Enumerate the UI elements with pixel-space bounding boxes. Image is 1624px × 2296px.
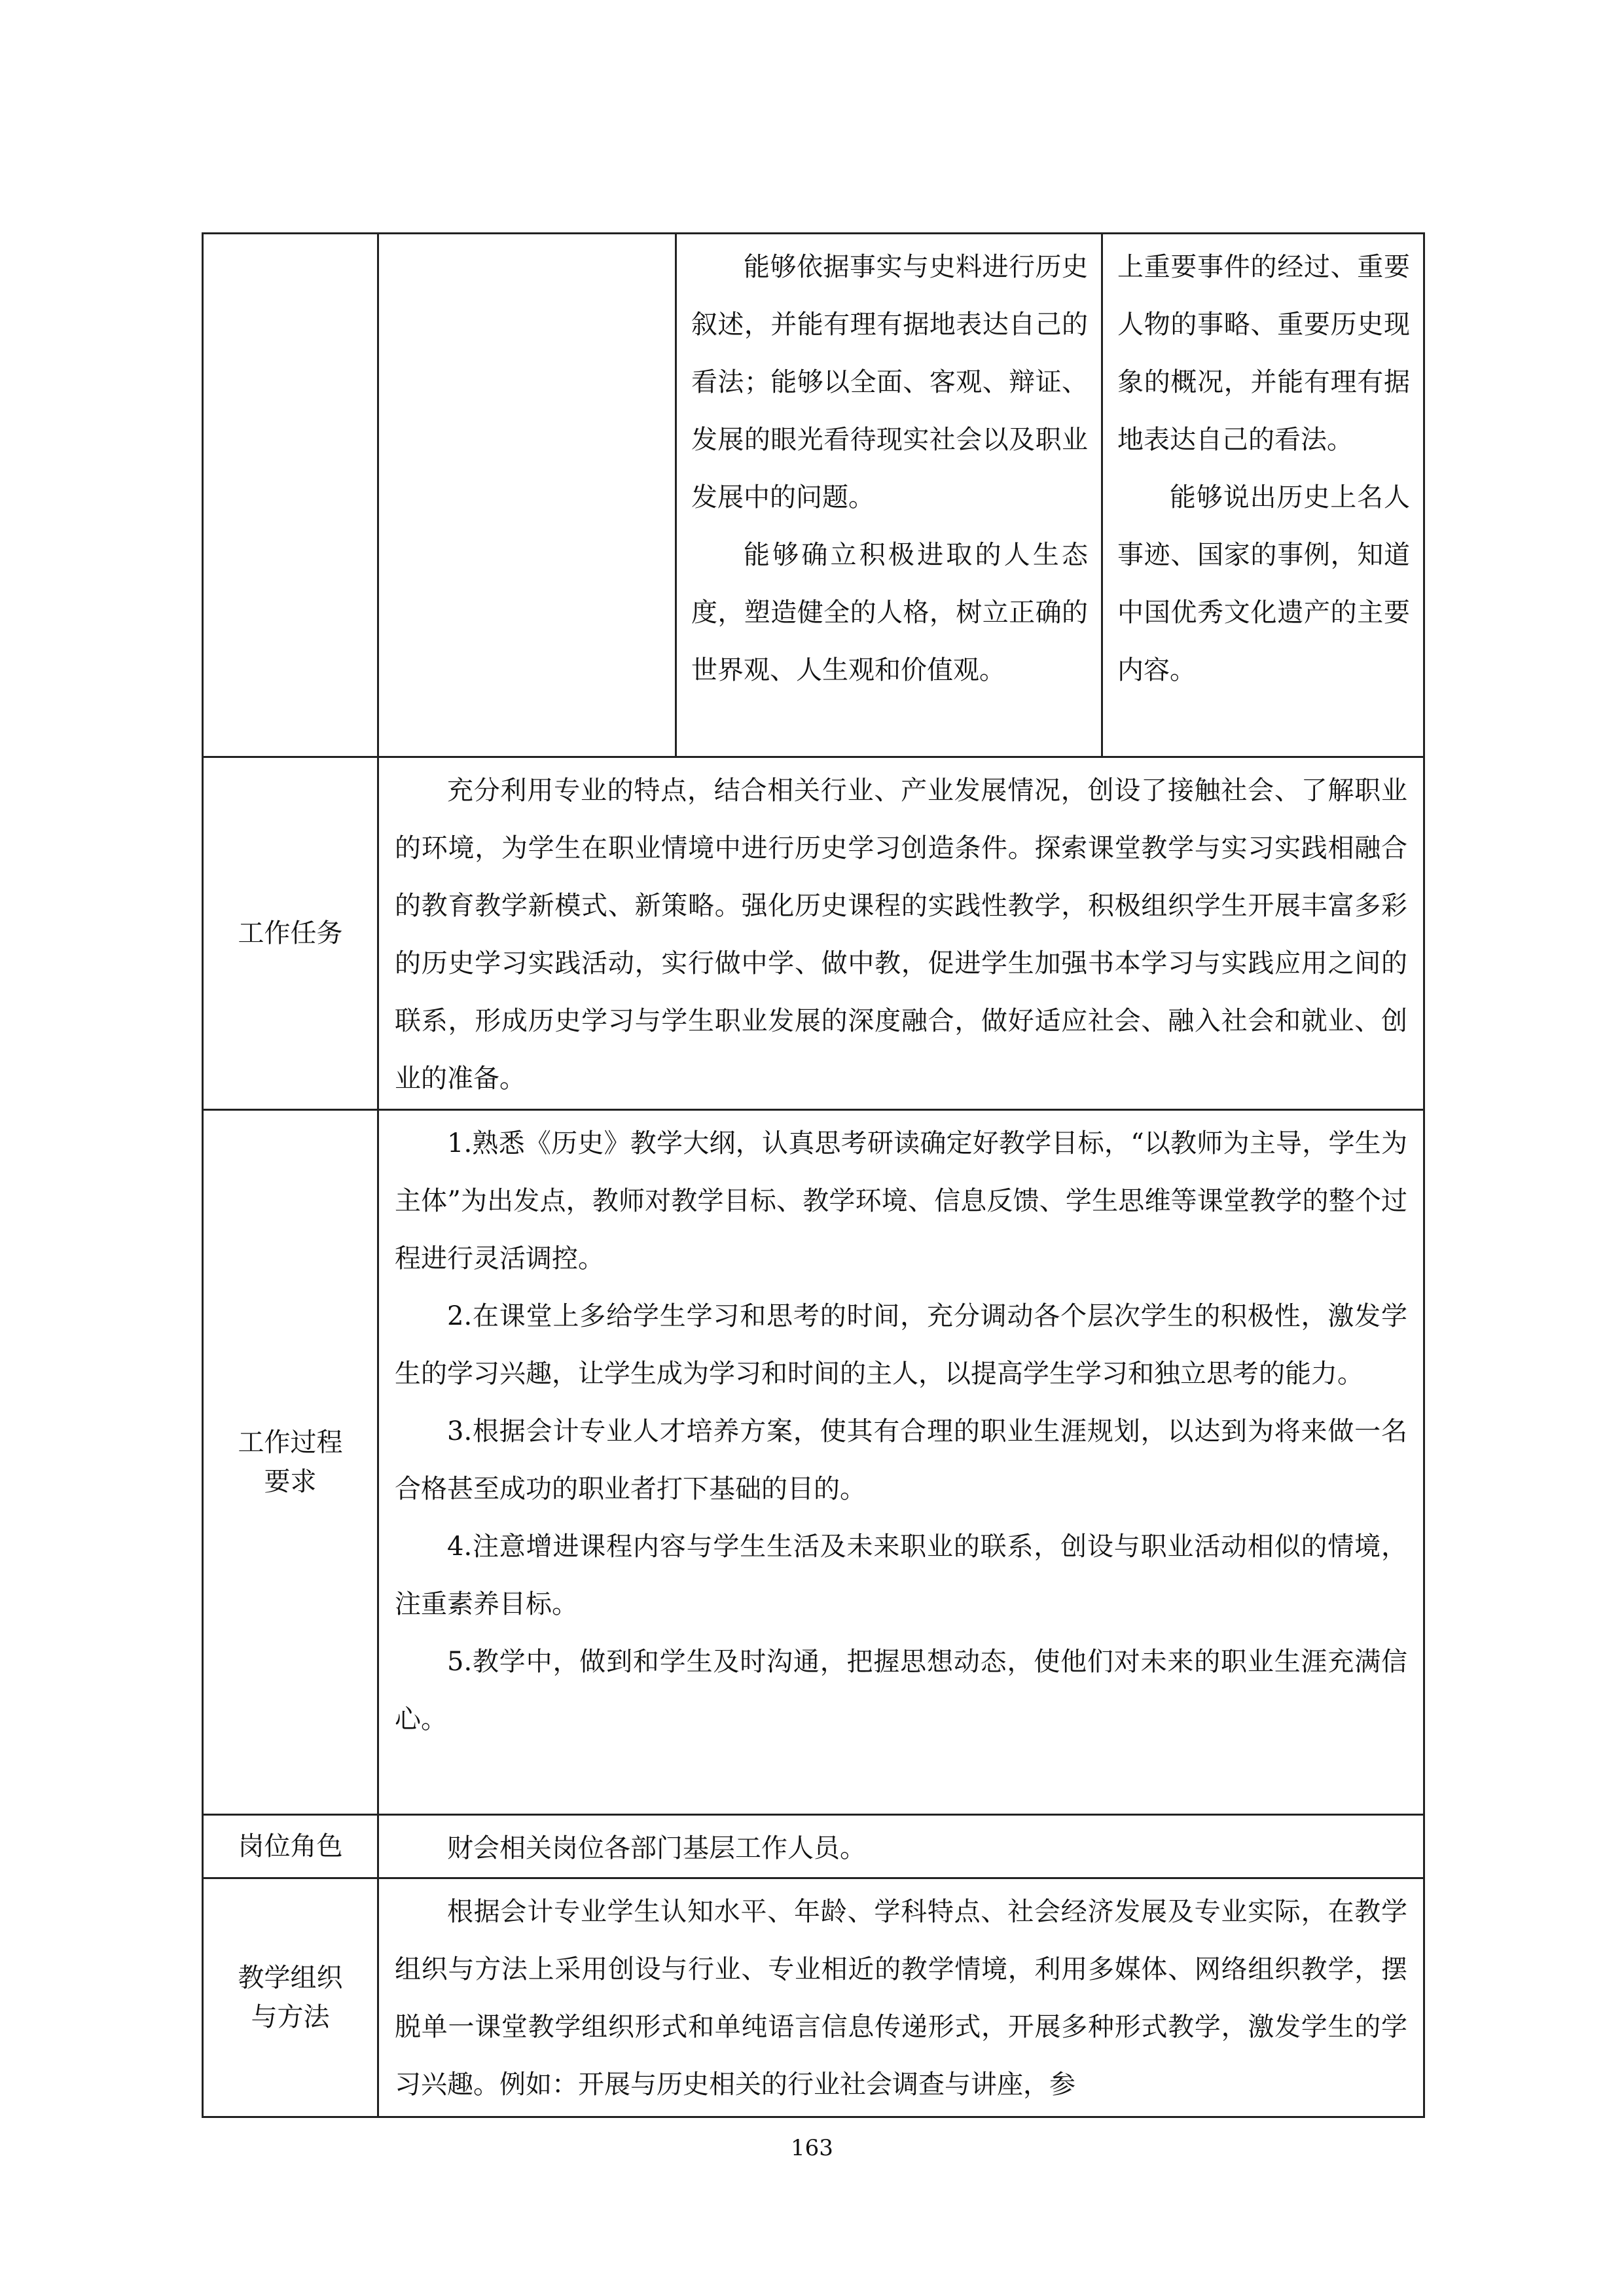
table-row [203, 234, 1424, 757]
process-item: 5.教学中，做到和学生及时沟通，把握思想动态，使他们对未来的职业生涯充满信心。 [395, 1647, 1407, 1734]
table-row [203, 1110, 1424, 1815]
row-label-process [203, 1110, 378, 1815]
table-row [203, 1878, 1424, 2117]
row-label-work-task: 工作任务 [203, 757, 378, 1110]
process-item: 2.在课堂上多给学生学习和思考的时间，充分调动各个层次学生的积极性，激发学生的学习兴趣，让学生成为学习和时间的主人，以提高学生学习和独立思考的能力。 [395, 1301, 1407, 1389]
table-row [203, 1815, 1424, 1878]
role-content [378, 1815, 1424, 1878]
label-line: 教学组织 [238, 1963, 343, 1993]
requirement-cell [1102, 234, 1424, 757]
page-number: 163 [791, 2135, 833, 2161]
process-content [378, 1110, 1424, 1815]
competency-paragraph: 能够确立积极进取的人生态度，塑造健全的人格，树立正确的世界观、人生观和价值观。 [691, 540, 1088, 685]
label-line: 工作过程 [238, 1427, 343, 1458]
row-label-method [203, 1878, 378, 2117]
process-item: 1.熟悉《历史》教学大纲，认真思考研读确定好教学目标，“以教师为主导，学生为主体”为出发点，教师对教学目标、教学环境、信息反馈、学生思维等课堂教学的整个过程进行灵活调控。 [395, 1128, 1407, 1274]
work-task-content [378, 757, 1424, 1110]
process-item: 3.根据会计专业人才培养方案，使其有合理的职业生涯规划，以达到为将来做一名合格甚至成功的职业者打下基础的目的。 [395, 1416, 1407, 1504]
method-text: 根据会计专业学生认知水平、年龄、学科特点、社会经济发展及专业实际，在教学组织与方法上采用创设与行业、专业相近的教学情境，利用多媒体、网络组织教学，摆脱单一课堂教学组织形式和单纯语言信息传递形式，开展多种形式教学，激发学生的学习兴趣。例如：开展与历史相关的行业社会调查与讲座，参 [395, 1897, 1407, 2100]
row-label-role: 岗位角色 [203, 1815, 378, 1878]
work-task-text: 充分利用专业的特点，结合相关行业、产业发展情况，创设了接触社会、了解职业的环境，为学生在职业情境中进行历史学习创造条件。探索课堂教学与实习实践相融合的教育教学新模式、新策略。强化历史课程的实践性教学，积极组织学生开展丰富多彩的历史学习实践活动，实行做中学、做中教，促进学生加强书本学习与实践应用之间的联系，形成历史学习与学生职业发展的深度融合，做好适应社会、融入社会和就业、创业的准备。 [395, 776, 1407, 1094]
label-line: 与方法 [251, 2002, 330, 2032]
competency-cell [676, 234, 1102, 757]
empty-cell [203, 234, 378, 757]
competency-paragraph: 能够依据事实与史料进行历史叙述，并能有理有据地表达自己的看法；能够以全面、客观、辩证、发展的眼光看待现实社会以及职业发展中的问题。 [691, 252, 1088, 512]
requirement-paragraph: 上重要事件的经过、重要人物的事略、重要历史现象的概况，并能有理有据地表达自己的看法。 [1117, 252, 1410, 455]
requirement-paragraph: 能够说出历史上名人事迹、国家的事例，知道中国优秀文化遗产的主要内容。 [1117, 482, 1410, 685]
empty-cell [378, 234, 676, 757]
label-line: 要求 [264, 1467, 317, 1497]
table-row [203, 757, 1424, 1110]
curriculum-table [202, 232, 1425, 2118]
process-item: 4.注意增进课程内容与学生生活及未来职业的联系，创设与职业活动相似的情境，注重素养目标。 [395, 1532, 1407, 1619]
role-text: 财会相关岗位各部门基层工作人员。 [447, 1833, 866, 1863]
method-content [378, 1878, 1424, 2117]
